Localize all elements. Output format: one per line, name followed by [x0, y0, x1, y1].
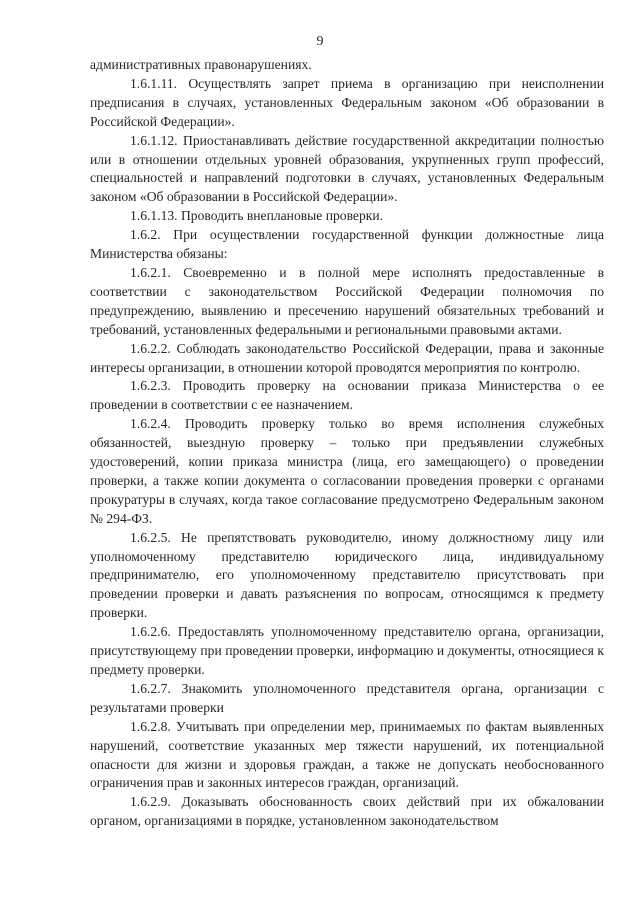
- paragraph-1-6-1-13: 1.6.1.13. Проводить внеплановые проверки.: [130, 208, 384, 224]
- paragraph-1-6-2-4: 1.6.2.4. Проводить проверку только во время исполнения служебных обязанностей, выездную проверку – только при предъявлении служебных удостоверений, копии приказа министра (лица, его замещающего) о проведении проверки, а также копии документа о согласовании проведения проверки с органами прокуратуры в случаях, когда такое согласование предусмотрено Федеральным законом № 294-ФЗ.: [90, 416, 604, 526]
- paragraph-1-6-2-1: 1.6.2.1. Своевременно и в полной мере исполнять предоставленные в соответствии с законодательством Российской Федерации полномочия по предупреждению, выявлению и пресечению нарушений обязательных требований и требований, установленных федеральными и региональными правовыми актами.: [90, 264, 604, 337]
- document-body: [90, 56, 604, 831]
- page-number: 9: [316, 34, 324, 49]
- paragraph-1-6-2-7: 1.6.2.7. Знакомить уполномоченного представителя органа, организации с результатами проверки: [90, 680, 604, 715]
- paragraph-1-6-1-11: 1.6.1.11. Осуществлять запрет приема в организацию при неисполнении предписания в случаях, установленных Федеральным законом «Об образовании в Российской Федерации».: [90, 75, 604, 129]
- paragraph-1-6-2-2: 1.6.2.2. Соблюдать законодательство Российской Федерации, права и законные интересы организации, в отношении которой проводятся мероприятия по контролю.: [90, 340, 604, 375]
- paragraph-continuation: административных правонарушениях.: [90, 57, 312, 72]
- paragraph-1-6-2-8: 1.6.2.8. Учитывать при определении мер, принимаемых по фактам выявленных нарушений, соответствие указанных мер тяжести нарушений, их потенциальной опасности для жизни и здоровья граждан, а также не допускать необоснованного ограничения прав и законных интересов граждан, организаций.: [90, 718, 604, 791]
- paragraph-1-6-2-6: 1.6.2.6. Предоставлять уполномоченному представителю органа, организации, присутствующему при проведении проверки, информацию и документы, относящиеся к предмету проверки.: [90, 624, 604, 677]
- paragraph-1-6-2-9: 1.6.2.9. Доказывать обоснованность своих действий при их обжаловании органом, организациями в порядке, установленном законодательством: [90, 794, 604, 829]
- paragraph-1-6-2: 1.6.2. При осуществлении государственной функции должностные лица Министерства обязаны:: [90, 227, 604, 262]
- paragraph-1-6-2-3: 1.6.2.3. Проводить проверку на основании приказа Министерства о ее проведении в соответствии с ее назначением.: [90, 378, 604, 413]
- paragraph-1-6-1-12: 1.6.1.12. Приостанавливать действие государственной аккредитации полностью или в отношении отдельных уровней образования, укрупненных групп профессий, специальностей и направлений подготовки в случаях, установленных Федеральным законом «Об образовании в Российской Федерации».: [90, 132, 604, 205]
- paragraph-1-6-2-5: 1.6.2.5. Не препятствовать руководителю, иному должностному лицу или уполномоченному представителю юридического лица, индивидуальному предпринимателю, его уполномоченному представителю присутствовать при проведении проверки и давать разъяснения по вопросам, относящимся к предмету проверки.: [90, 529, 604, 621]
